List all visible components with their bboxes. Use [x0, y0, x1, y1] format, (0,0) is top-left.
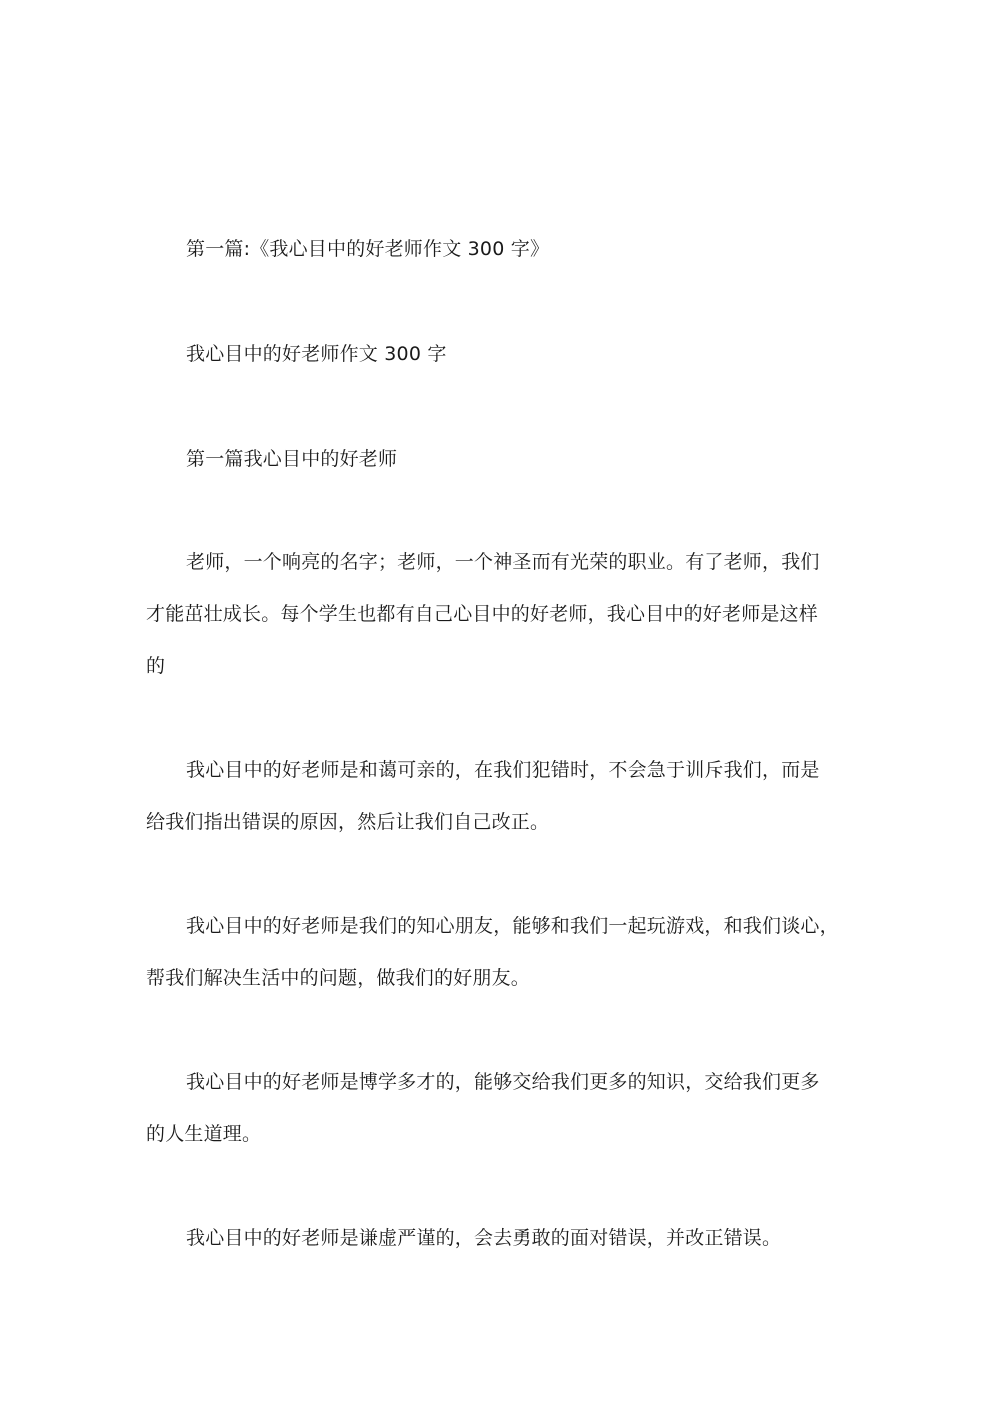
paragraph-line: 老师，一个响亮的名字；老师，一个神圣而有光荣的职业。有了老师，我们: [186, 551, 820, 573]
paragraph-line: 的: [146, 655, 166, 677]
heading-1: 第一篇:《我心目中的好老师作文 300 字》: [186, 238, 550, 260]
heading-2: 我心目中的好老师作文 300 字: [186, 343, 447, 365]
paragraph-line: 我心目中的好老师是我们的知心朋友，能够和我们一起玩游戏，和我们谈心，: [186, 915, 839, 937]
heading-3: 第一篇我心目中的好老师: [186, 448, 398, 470]
paragraph-line: 的人生道理。: [146, 1123, 262, 1145]
paragraph-line: 帮我们解决生活中的问题，做我们的好朋友。: [146, 967, 531, 989]
paragraph-line: 我心目中的好老师是和蔼可亲的，在我们犯错时，不会急于训斥我们，而是: [186, 759, 820, 781]
paragraph-line: 我心目中的好老师是谦虚严谨的，会去勇敢的面对错误，并改正错误。: [186, 1227, 782, 1249]
paragraph-line: 给我们指出错误的原因，然后让我们自己改正。: [146, 811, 550, 833]
paragraph-line: 才能茁壮成长。每个学生也都有自己心目中的好老师，我心目中的好老师是这样: [146, 603, 819, 625]
paragraph-line: 我心目中的好老师是博学多才的，能够交给我们更多的知识，交给我们更多: [186, 1071, 820, 1093]
